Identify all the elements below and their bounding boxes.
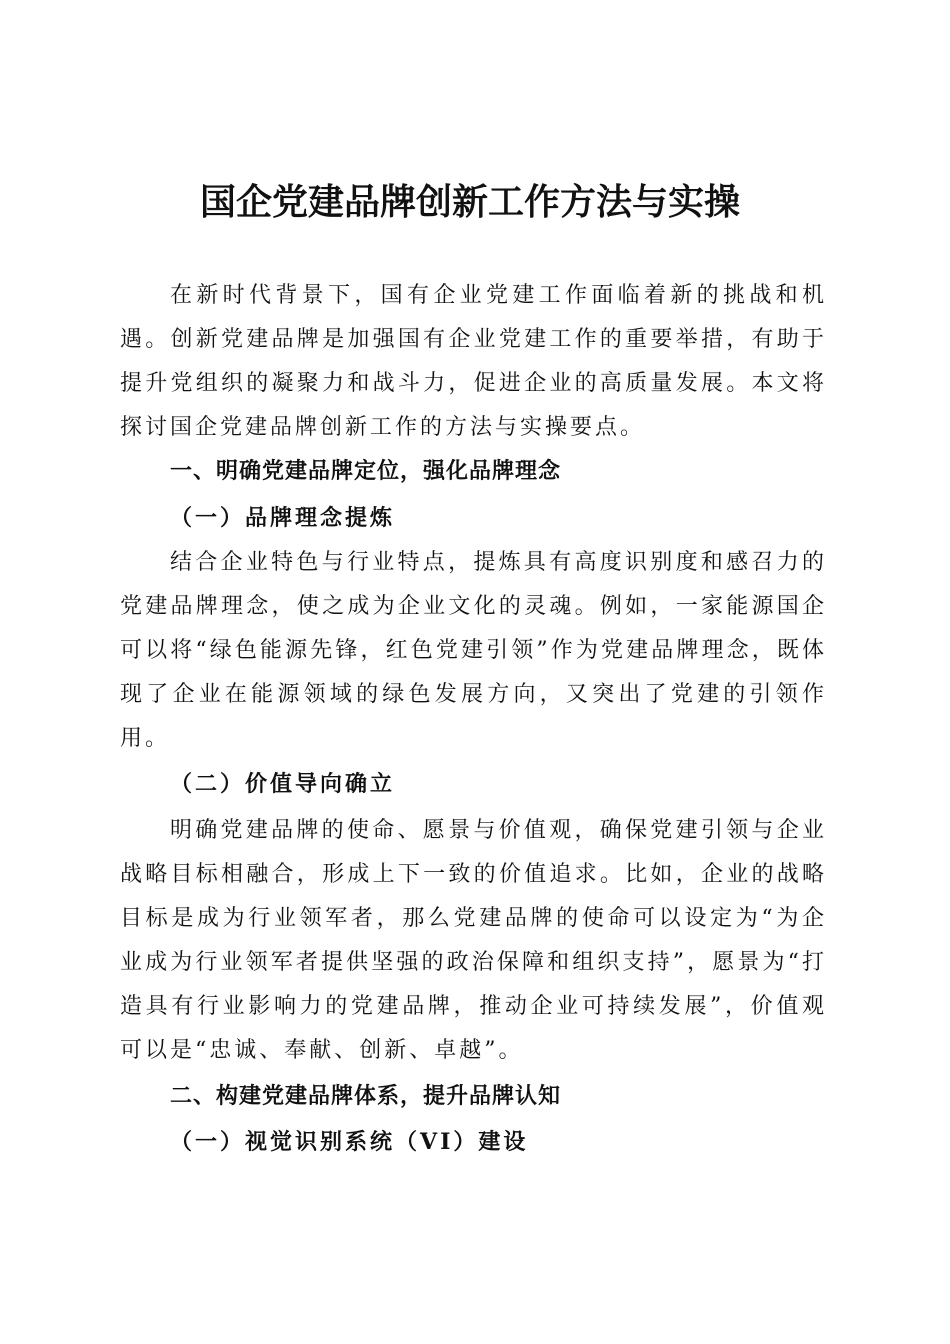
intro-paragraph: 在新时代背景下，国有企业党建工作面临着新的挑战和机遇。创新党建品牌是加强国有企业党建工作的重要举措，有助于提升党组织的凝聚力和战斗力，促进企业的高质量发展。本文将探讨国企党建品牌创新工作的方法与实操要点。: [120, 283, 827, 440]
subsection-heading-1-1: （一）品牌理念提炼: [170, 505, 396, 531]
subsection-heading-2-1: （一）视觉识别系统（VI）建设: [170, 1129, 529, 1155]
subsection-paragraph-1-2: 明确党建品牌的使命、愿景与价值观，确保党建引领与企业战略目标相融合，形成上下一致的价值追求。比如，企业的战略目标是成为行业领军者，那么党建品牌的使命可以设定为“为企业成为行业领军者提供坚强的政治保障和组织支持”，愿景为“打造具有行业影响力的党建品牌，推动企业可持续发展”，价值观可以是“忠诚、奉献、创新、卓越”。: [120, 818, 827, 1063]
subsection-heading-1-2: （二）价值导向确立: [170, 771, 396, 797]
section-heading-2: 二、构建党建品牌体系，提升品牌认知: [170, 1084, 562, 1109]
document-title: 国企党建品牌创新工作方法与实操: [199, 181, 740, 223]
subsection-paragraph-1-1: 结合企业特色与行业特点，提炼具有高度识别度和感召力的党建品牌理念，使之成为企业文化的灵魂。例如，一家能源国企可以将“绿色能源先锋，红色党建引领”作为党建品牌理念，既体现了企业在能源领域的绿色发展方向，又突出了党建的引领作用。: [120, 550, 827, 751]
section-heading-1: 一、明确党建品牌定位，强化品牌理念: [170, 459, 562, 484]
